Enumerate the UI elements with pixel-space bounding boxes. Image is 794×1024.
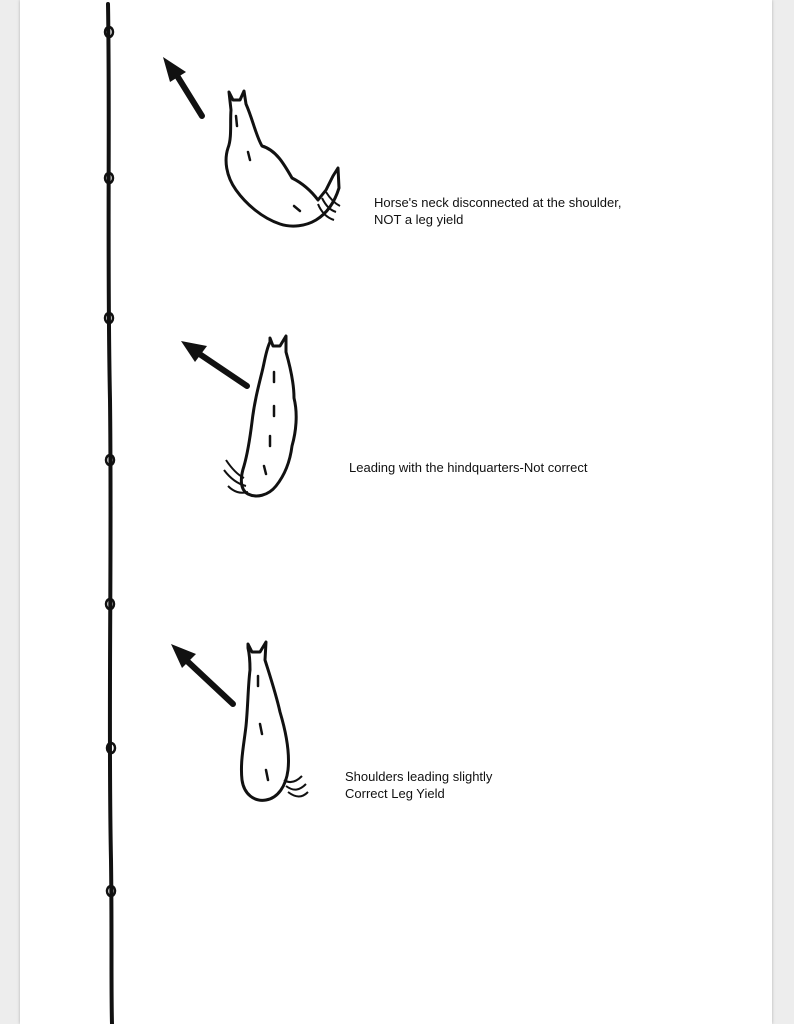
caption-line: Correct Leg Yield <box>345 786 445 801</box>
direction-arrow <box>171 644 233 704</box>
horse-top-view <box>226 91 340 226</box>
figure-hindquarters-leading <box>181 336 296 496</box>
direction-arrow <box>163 57 202 116</box>
horse-top-view <box>241 642 308 800</box>
arena-rail <box>105 4 115 1024</box>
caption-line: Horse's neck disconnected at the shoulder, <box>374 195 622 210</box>
figure-shoulders-leading <box>171 642 308 800</box>
caption-neck-disconnected <box>374 194 621 228</box>
caption-line: NOT a leg yield <box>374 212 464 227</box>
caption-shoulders-leading <box>345 768 492 802</box>
caption-hindquarters-leading <box>349 459 587 476</box>
direction-arrow <box>181 341 247 386</box>
caption-line: Leading with the hindquarters-Not correct <box>349 460 588 475</box>
horse-top-view <box>224 336 296 496</box>
caption-line: Shoulders leading slightly <box>345 769 493 784</box>
figure-neck-disconnected <box>163 57 340 226</box>
